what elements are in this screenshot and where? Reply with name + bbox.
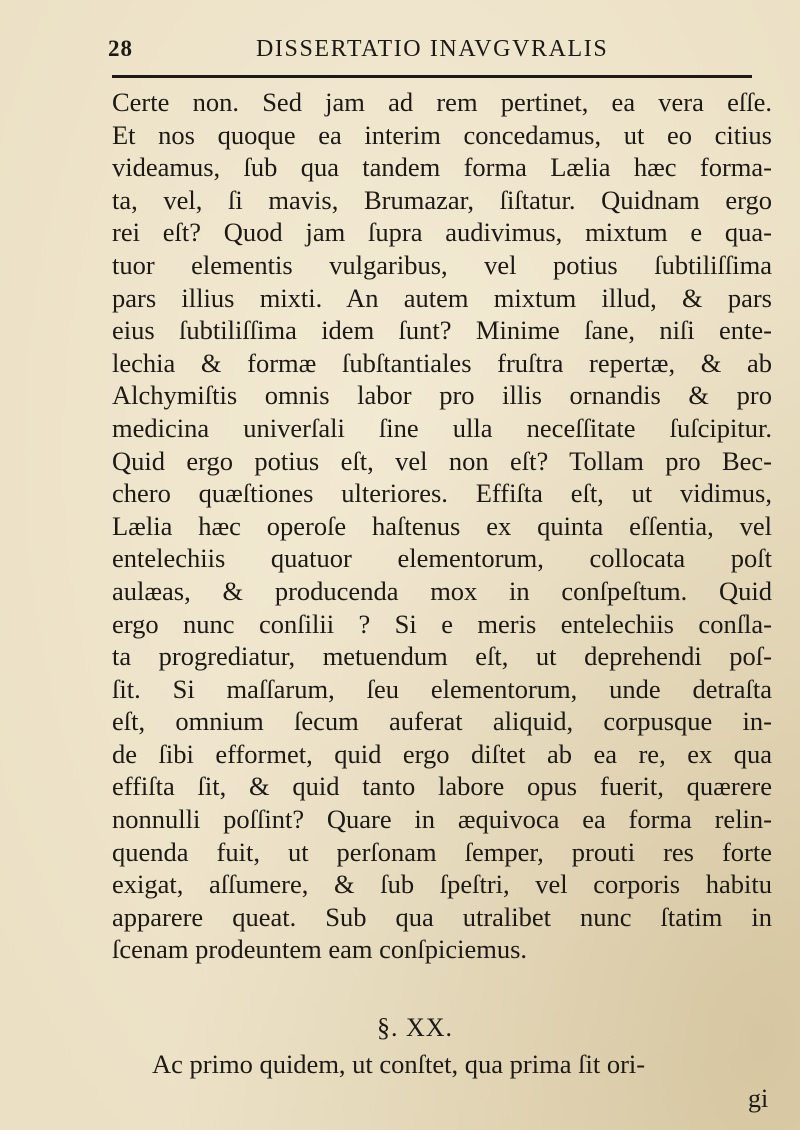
body-paragraph <box>112 86 772 966</box>
section-first-line: Ac primo quidem, ut conſtet, qua prima ſit ori- <box>152 1049 646 1079</box>
running-head: DISSERTATIO INAVGVRALIS <box>256 36 609 62</box>
text-line: ſit. Si maſſarum, ſeu elementorum, unde detraſta <box>112 673 772 704</box>
text-line: apparere queat. Sub qua utralibet nunc ſtatim in <box>112 901 772 932</box>
text-line: lechia & formæ ſubſtantiales fruſtra repertæ, & ab <box>112 347 772 378</box>
text-line: Alchymiſtis omnis labor pro illis ornandis & pro <box>112 380 772 411</box>
text-line: entelechiis quatuor elementorum, collocata poſt <box>112 543 772 574</box>
text-line: medicina univerſali ſine ulla neceſſitate ſuſcipitur. <box>112 412 772 443</box>
text-line: chero quæſtiones ulteriores. Effiſta eſt, ut vidimus, <box>112 478 772 509</box>
text-line: Certe non. Sed jam ad rem pertinet, ea vera eſſe. <box>112 87 772 117</box>
text-line: ſcenam prodeuntem eam conſpiciemus. <box>112 934 528 965</box>
text-line: eius ſubtiliſſima idem ſunt? Minime ſane, niſi ente- <box>112 315 772 346</box>
text-line: rei eſt? Quod jam ſupra audivimus, mixtum e qua- <box>112 217 772 248</box>
text-line: ta, vel, ſi mavis, Brumazar, ſiſtatur. Quidnam ergo <box>112 184 772 215</box>
text-line: Et nos quoque ea interim concedamus, ut eo citius <box>112 119 772 150</box>
page-number: 28 <box>108 36 133 61</box>
text-line: nonnulli poſſint? Quare in æquivoca ea forma relin- <box>112 804 772 835</box>
text-line: exigat, aſſumere, & ſub ſpeſtri, vel corporis habitu <box>112 869 772 900</box>
text-line: ergo nunc conſilii ? Si e meris entelechiis conſla- <box>112 608 772 639</box>
text-line: quenda fuit, ut perſonam ſemper, prouti res forte <box>112 836 772 867</box>
text-line: videamus, ſub qua tandem forma Lælia hæc forma- <box>112 152 772 183</box>
header-rule <box>112 75 752 78</box>
text-line: Quid ergo potius eſt, vel non eſt? Tollam pro Bec- <box>112 445 772 476</box>
section-heading: §. XX. <box>376 1013 454 1042</box>
text-line: Lælia hæc operoſe haſtenus ex quinta eſſentia, vel <box>112 510 772 541</box>
text-line: de ſibi efformet, quid ergo diſtet ab ea re, ex qua <box>112 738 772 769</box>
text-line: tuor elementis vulgaribus, vel potius ſubtiliſſima <box>112 249 772 280</box>
text-line: eſt, omnium ſecum auferat aliquid, corpusque in- <box>112 706 772 737</box>
text-line: effiſta ſit, & quid tanto labore opus fuerit, quærere <box>112 771 772 802</box>
catchword: gi <box>748 1084 769 1113</box>
text-line: ta progrediatur, metuendum eſt, ut deprehendi poſ- <box>112 641 772 672</box>
text-line: pars illius mixti. An autem mixtum illud, & pars <box>112 282 772 313</box>
page-header <box>108 36 748 68</box>
text-line: aulæas, & producenda mox in conſpeſtum. Quid <box>112 575 772 606</box>
